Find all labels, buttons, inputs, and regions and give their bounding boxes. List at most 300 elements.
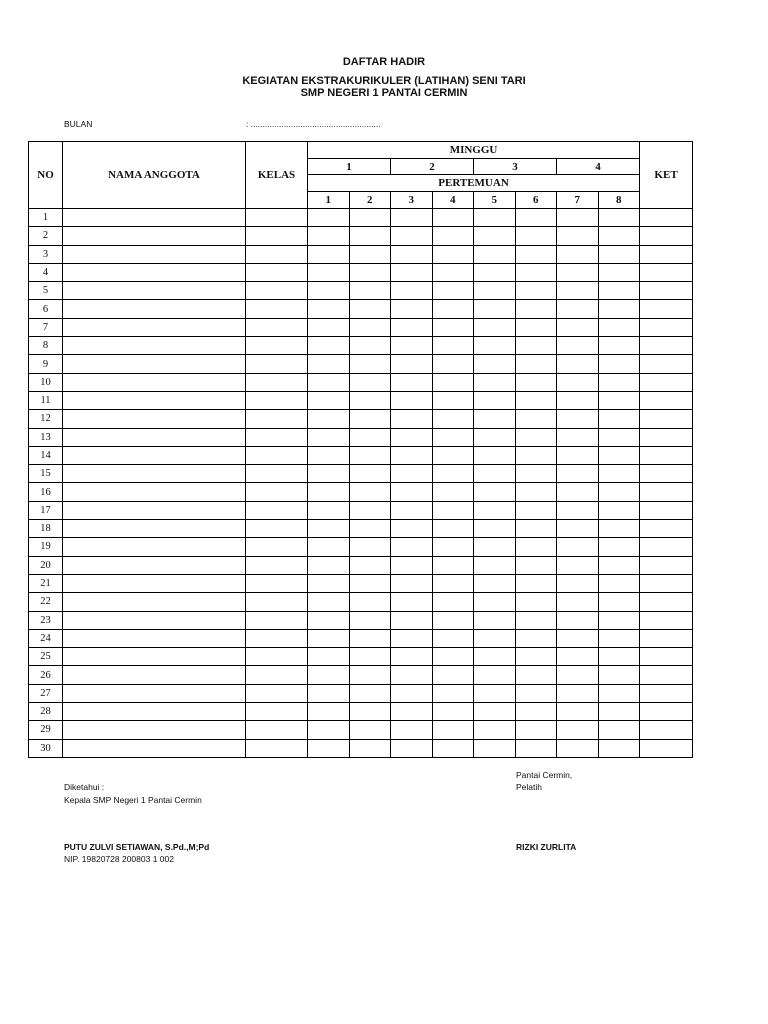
attendance-cell bbox=[557, 245, 599, 263]
kelas-cell bbox=[246, 373, 308, 391]
ket-cell bbox=[640, 227, 693, 245]
nama-cell bbox=[63, 318, 246, 336]
kelas-cell bbox=[246, 337, 308, 355]
attendance-cell bbox=[349, 446, 391, 464]
attendance-cell bbox=[474, 483, 516, 501]
table-row bbox=[29, 666, 693, 684]
attendance-cell bbox=[598, 209, 640, 227]
attendance-cell bbox=[432, 520, 474, 538]
attendance-cell bbox=[391, 703, 433, 721]
attendance-cell bbox=[557, 410, 599, 428]
table-row bbox=[29, 684, 693, 702]
row-number: 4 bbox=[29, 263, 63, 281]
attendance-cell bbox=[474, 556, 516, 574]
attendance-cell bbox=[349, 593, 391, 611]
nama-cell bbox=[63, 483, 246, 501]
header-ket: KET bbox=[640, 142, 693, 209]
ket-cell bbox=[640, 483, 693, 501]
attendance-cell bbox=[308, 245, 350, 263]
pelatih-name: RIZKI ZURLITA bbox=[516, 842, 577, 852]
attendance-cell bbox=[474, 446, 516, 464]
table-row bbox=[29, 574, 693, 592]
attendance-cell bbox=[598, 282, 640, 300]
attendance-cell bbox=[598, 465, 640, 483]
nama-cell bbox=[63, 337, 246, 355]
attendance-cell bbox=[515, 611, 557, 629]
table-row bbox=[29, 263, 693, 281]
attendance-cell bbox=[391, 574, 433, 592]
row-number: 15 bbox=[29, 465, 63, 483]
nama-cell bbox=[63, 721, 246, 739]
attendance-cell bbox=[557, 611, 599, 629]
row-number: 18 bbox=[29, 520, 63, 538]
header-meeting-4: 4 bbox=[432, 192, 474, 209]
attendance-cell bbox=[391, 391, 433, 409]
attendance-cell bbox=[474, 465, 516, 483]
kelas-cell bbox=[246, 245, 308, 263]
row-number: 9 bbox=[29, 355, 63, 373]
attendance-cell bbox=[515, 574, 557, 592]
bulan-label: BULAN bbox=[64, 119, 93, 129]
attendance-cell bbox=[515, 263, 557, 281]
attendance-cell bbox=[391, 501, 433, 519]
table-row bbox=[29, 373, 693, 391]
header-minggu: MINGGU bbox=[308, 142, 640, 159]
attendance-cell bbox=[515, 721, 557, 739]
attendance-cell bbox=[308, 611, 350, 629]
attendance-cell bbox=[598, 703, 640, 721]
kelas-cell bbox=[246, 520, 308, 538]
nama-cell bbox=[63, 556, 246, 574]
attendance-cell bbox=[598, 337, 640, 355]
row-number: 24 bbox=[29, 629, 63, 647]
row-number: 6 bbox=[29, 300, 63, 318]
attendance-cell bbox=[515, 666, 557, 684]
attendance-cell bbox=[474, 300, 516, 318]
nama-cell bbox=[63, 538, 246, 556]
attendance-cell bbox=[391, 611, 433, 629]
attendance-cell bbox=[598, 739, 640, 757]
attendance-cell bbox=[598, 373, 640, 391]
nama-cell bbox=[63, 355, 246, 373]
attendance-cell bbox=[349, 538, 391, 556]
attendance-cell bbox=[474, 209, 516, 227]
attendance-cell bbox=[432, 739, 474, 757]
attendance-cell bbox=[308, 721, 350, 739]
header-week-1: 1 bbox=[308, 159, 391, 175]
attendance-cell bbox=[598, 483, 640, 501]
table-row bbox=[29, 501, 693, 519]
attendance-cell bbox=[474, 428, 516, 446]
ket-cell bbox=[640, 337, 693, 355]
attendance-cell bbox=[308, 739, 350, 757]
pelatih-title: Pelatih bbox=[516, 782, 542, 792]
attendance-cell bbox=[598, 300, 640, 318]
attendance-cell bbox=[391, 446, 433, 464]
attendance-cell bbox=[349, 703, 391, 721]
attendance-cell bbox=[349, 520, 391, 538]
kelas-cell bbox=[246, 263, 308, 281]
attendance-cell bbox=[474, 355, 516, 373]
table-row bbox=[29, 721, 693, 739]
attendance-cell bbox=[515, 538, 557, 556]
row-number: 20 bbox=[29, 556, 63, 574]
attendance-cell bbox=[308, 282, 350, 300]
nama-cell bbox=[63, 611, 246, 629]
header-no: NO bbox=[29, 142, 63, 209]
kelas-cell bbox=[246, 574, 308, 592]
ket-cell bbox=[640, 446, 693, 464]
kepala-title: Kepala SMP Negeri 1 Pantai Cermin bbox=[64, 795, 202, 805]
row-number: 3 bbox=[29, 245, 63, 263]
attendance-cell bbox=[308, 209, 350, 227]
kelas-cell bbox=[246, 666, 308, 684]
row-number: 22 bbox=[29, 593, 63, 611]
ket-cell bbox=[640, 300, 693, 318]
attendance-cell bbox=[598, 648, 640, 666]
nama-cell bbox=[63, 703, 246, 721]
nama-cell bbox=[63, 428, 246, 446]
attendance-cell bbox=[349, 263, 391, 281]
nama-cell bbox=[63, 373, 246, 391]
attendance-cell bbox=[432, 391, 474, 409]
attendance-cell bbox=[432, 629, 474, 647]
attendance-cell bbox=[474, 227, 516, 245]
kelas-cell bbox=[246, 739, 308, 757]
attendance-cell bbox=[308, 520, 350, 538]
header-meeting-2: 2 bbox=[349, 192, 391, 209]
kelas-cell bbox=[246, 556, 308, 574]
attendance-cell bbox=[308, 574, 350, 592]
ket-cell bbox=[640, 648, 693, 666]
attendance-cell bbox=[515, 465, 557, 483]
attendance-cell bbox=[432, 574, 474, 592]
attendance-cell bbox=[391, 245, 433, 263]
attendance-cell bbox=[308, 373, 350, 391]
attendance-cell bbox=[474, 373, 516, 391]
ket-cell bbox=[640, 721, 693, 739]
attendance-cell bbox=[598, 245, 640, 263]
attendance-cell bbox=[474, 520, 516, 538]
attendance-cell bbox=[391, 483, 433, 501]
attendance-cell bbox=[391, 282, 433, 300]
attendance-cell bbox=[349, 501, 391, 519]
attendance-cell bbox=[349, 282, 391, 300]
attendance-cell bbox=[474, 593, 516, 611]
row-number: 16 bbox=[29, 483, 63, 501]
nama-cell bbox=[63, 629, 246, 647]
document-subtitle-school: SMP NEGERI 1 PANTAI CERMIN bbox=[300, 87, 468, 99]
attendance-cell bbox=[557, 593, 599, 611]
row-number: 17 bbox=[29, 501, 63, 519]
table-row bbox=[29, 391, 693, 409]
kelas-cell bbox=[246, 703, 308, 721]
attendance-cell bbox=[349, 684, 391, 702]
attendance-cell bbox=[598, 593, 640, 611]
row-number: 23 bbox=[29, 611, 63, 629]
attendance-cell bbox=[349, 300, 391, 318]
table-row bbox=[29, 556, 693, 574]
attendance-cell bbox=[432, 465, 474, 483]
place-date: Pantai Cermin, bbox=[516, 770, 573, 780]
ket-cell bbox=[640, 410, 693, 428]
header-meeting-3: 3 bbox=[391, 192, 433, 209]
attendance-cell bbox=[557, 739, 599, 757]
ket-cell bbox=[640, 263, 693, 281]
kelas-cell bbox=[246, 684, 308, 702]
attendance-cell bbox=[557, 263, 599, 281]
attendance-cell bbox=[557, 373, 599, 391]
ket-cell bbox=[640, 501, 693, 519]
attendance-cell bbox=[349, 611, 391, 629]
attendance-cell bbox=[598, 391, 640, 409]
attendance-cell bbox=[308, 355, 350, 373]
attendance-cell bbox=[557, 282, 599, 300]
attendance-cell bbox=[598, 520, 640, 538]
attendance-cell bbox=[598, 263, 640, 281]
attendance-cell bbox=[349, 574, 391, 592]
attendance-cell bbox=[308, 629, 350, 647]
table-row bbox=[29, 538, 693, 556]
attendance-cell bbox=[557, 666, 599, 684]
ket-cell bbox=[640, 355, 693, 373]
attendance-cell bbox=[349, 556, 391, 574]
attendance-cell bbox=[515, 209, 557, 227]
attendance-cell bbox=[391, 465, 433, 483]
attendance-cell bbox=[557, 428, 599, 446]
attendance-cell bbox=[349, 465, 391, 483]
bulan-value: : ....................................................... bbox=[246, 119, 381, 129]
attendance-cell bbox=[557, 355, 599, 373]
nama-cell bbox=[63, 520, 246, 538]
attendance-cell bbox=[515, 556, 557, 574]
attendance-cell bbox=[308, 337, 350, 355]
attendance-cell bbox=[432, 410, 474, 428]
attendance-cell bbox=[474, 501, 516, 519]
attendance-cell bbox=[515, 300, 557, 318]
header-meeting-6: 6 bbox=[515, 192, 557, 209]
kelas-cell bbox=[246, 465, 308, 483]
attendance-cell bbox=[515, 227, 557, 245]
nama-cell bbox=[63, 263, 246, 281]
attendance-cell bbox=[557, 300, 599, 318]
attendance-cell bbox=[557, 684, 599, 702]
attendance-cell bbox=[349, 337, 391, 355]
attendance-cell bbox=[474, 703, 516, 721]
table-row bbox=[29, 520, 693, 538]
attendance-cell bbox=[391, 556, 433, 574]
attendance-cell bbox=[474, 648, 516, 666]
attendance-cell bbox=[391, 227, 433, 245]
attendance-cell bbox=[515, 245, 557, 263]
attendance-cell bbox=[598, 538, 640, 556]
attendance-cell bbox=[349, 739, 391, 757]
attendance-cell bbox=[308, 666, 350, 684]
attendance-cell bbox=[432, 227, 474, 245]
attendance-cell bbox=[432, 556, 474, 574]
ket-cell bbox=[640, 593, 693, 611]
header-week-2: 2 bbox=[391, 159, 474, 175]
kelas-cell bbox=[246, 721, 308, 739]
attendance-cell bbox=[308, 410, 350, 428]
row-number: 29 bbox=[29, 721, 63, 739]
ket-cell bbox=[640, 666, 693, 684]
attendance-cell bbox=[349, 209, 391, 227]
table-row bbox=[29, 593, 693, 611]
table-row bbox=[29, 428, 693, 446]
attendance-cell bbox=[515, 355, 557, 373]
attendance-cell bbox=[474, 574, 516, 592]
row-number: 21 bbox=[29, 574, 63, 592]
ket-cell bbox=[640, 629, 693, 647]
attendance-cell bbox=[598, 227, 640, 245]
kelas-cell bbox=[246, 318, 308, 336]
attendance-cell bbox=[308, 465, 350, 483]
attendance-cell bbox=[432, 282, 474, 300]
kelas-cell bbox=[246, 391, 308, 409]
ket-cell bbox=[640, 373, 693, 391]
attendance-cell bbox=[557, 501, 599, 519]
nama-cell bbox=[63, 410, 246, 428]
attendance-cell bbox=[515, 483, 557, 501]
attendance-cell bbox=[432, 666, 474, 684]
row-number: 14 bbox=[29, 446, 63, 464]
ket-cell bbox=[640, 739, 693, 757]
attendance-cell bbox=[432, 593, 474, 611]
kepala-nip: NIP. 19820728 200803 1 002 bbox=[64, 854, 174, 864]
attendance-cell bbox=[515, 373, 557, 391]
attendance-cell bbox=[391, 721, 433, 739]
attendance-cell bbox=[432, 684, 474, 702]
attendance-cell bbox=[349, 245, 391, 263]
attendance-cell bbox=[432, 245, 474, 263]
nama-cell bbox=[63, 574, 246, 592]
table-row bbox=[29, 227, 693, 245]
attendance-cell bbox=[349, 391, 391, 409]
attendance-cell bbox=[515, 282, 557, 300]
table-row bbox=[29, 446, 693, 464]
attendance-cell bbox=[349, 629, 391, 647]
row-number: 12 bbox=[29, 410, 63, 428]
attendance-cell bbox=[432, 703, 474, 721]
nama-cell bbox=[63, 465, 246, 483]
attendance-cell bbox=[349, 648, 391, 666]
attendance-cell bbox=[557, 465, 599, 483]
attendance-cell bbox=[515, 337, 557, 355]
row-number: 5 bbox=[29, 282, 63, 300]
attendance-cell bbox=[598, 684, 640, 702]
attendance-cell bbox=[308, 556, 350, 574]
nama-cell bbox=[63, 446, 246, 464]
attendance-cell bbox=[349, 355, 391, 373]
document-title: DAFTAR HADIR bbox=[342, 56, 426, 68]
attendance-cell bbox=[391, 263, 433, 281]
attendance-cell bbox=[557, 483, 599, 501]
attendance-cell bbox=[308, 428, 350, 446]
kelas-cell bbox=[246, 428, 308, 446]
ket-cell bbox=[640, 520, 693, 538]
attendance-cell bbox=[515, 428, 557, 446]
attendance-cell bbox=[391, 355, 433, 373]
attendance-cell bbox=[557, 629, 599, 647]
ket-cell bbox=[640, 703, 693, 721]
attendance-cell bbox=[349, 428, 391, 446]
row-number: 30 bbox=[29, 739, 63, 757]
ket-cell bbox=[640, 209, 693, 227]
header-week-3: 3 bbox=[474, 159, 557, 175]
header-meeting-8: 8 bbox=[598, 192, 640, 209]
attendance-cell bbox=[474, 684, 516, 702]
nama-cell bbox=[63, 501, 246, 519]
ket-cell bbox=[640, 538, 693, 556]
attendance-cell bbox=[557, 391, 599, 409]
attendance-cell bbox=[432, 648, 474, 666]
attendance-cell bbox=[515, 593, 557, 611]
attendance-cell bbox=[474, 666, 516, 684]
table-row bbox=[29, 629, 693, 647]
table-row bbox=[29, 739, 693, 757]
kelas-cell bbox=[246, 300, 308, 318]
attendance-cell bbox=[557, 337, 599, 355]
attendance-cell bbox=[308, 227, 350, 245]
table-row bbox=[29, 355, 693, 373]
attendance-cell bbox=[391, 520, 433, 538]
kepala-name: PUTU ZULVI SETIAWAN, S.Pd.,M;Pd bbox=[64, 842, 210, 852]
attendance-cell bbox=[515, 410, 557, 428]
attendance-cell bbox=[515, 520, 557, 538]
attendance-cell bbox=[432, 483, 474, 501]
attendance-cell bbox=[557, 520, 599, 538]
header-meeting-5: 5 bbox=[474, 192, 516, 209]
kelas-cell bbox=[246, 282, 308, 300]
kelas-cell bbox=[246, 446, 308, 464]
header-meeting-7: 7 bbox=[557, 192, 599, 209]
nama-cell bbox=[63, 666, 246, 684]
table-row bbox=[29, 465, 693, 483]
attendance-cell bbox=[349, 318, 391, 336]
attendance-cell bbox=[391, 428, 433, 446]
attendance-table bbox=[28, 141, 693, 758]
attendance-cell bbox=[474, 263, 516, 281]
row-number: 28 bbox=[29, 703, 63, 721]
attendance-cell bbox=[474, 611, 516, 629]
row-number: 8 bbox=[29, 337, 63, 355]
table-row bbox=[29, 245, 693, 263]
ket-cell bbox=[640, 318, 693, 336]
attendance-cell bbox=[308, 593, 350, 611]
nama-cell bbox=[63, 684, 246, 702]
header-nama-anggota: NAMA ANGGOTA bbox=[63, 142, 246, 209]
attendance-cell bbox=[598, 574, 640, 592]
attendance-cell bbox=[474, 282, 516, 300]
row-number: 1 bbox=[29, 209, 63, 227]
attendance-cell bbox=[308, 318, 350, 336]
attendance-cell bbox=[308, 538, 350, 556]
attendance-cell bbox=[432, 209, 474, 227]
attendance-cell bbox=[515, 739, 557, 757]
attendance-cell bbox=[308, 300, 350, 318]
attendance-cell bbox=[557, 227, 599, 245]
attendance-cell bbox=[432, 263, 474, 281]
attendance-cell bbox=[432, 538, 474, 556]
kelas-cell bbox=[246, 629, 308, 647]
attendance-cell bbox=[474, 318, 516, 336]
row-number: 13 bbox=[29, 428, 63, 446]
attendance-cell bbox=[598, 446, 640, 464]
nama-cell bbox=[63, 648, 246, 666]
row-number: 7 bbox=[29, 318, 63, 336]
ket-cell bbox=[640, 428, 693, 446]
